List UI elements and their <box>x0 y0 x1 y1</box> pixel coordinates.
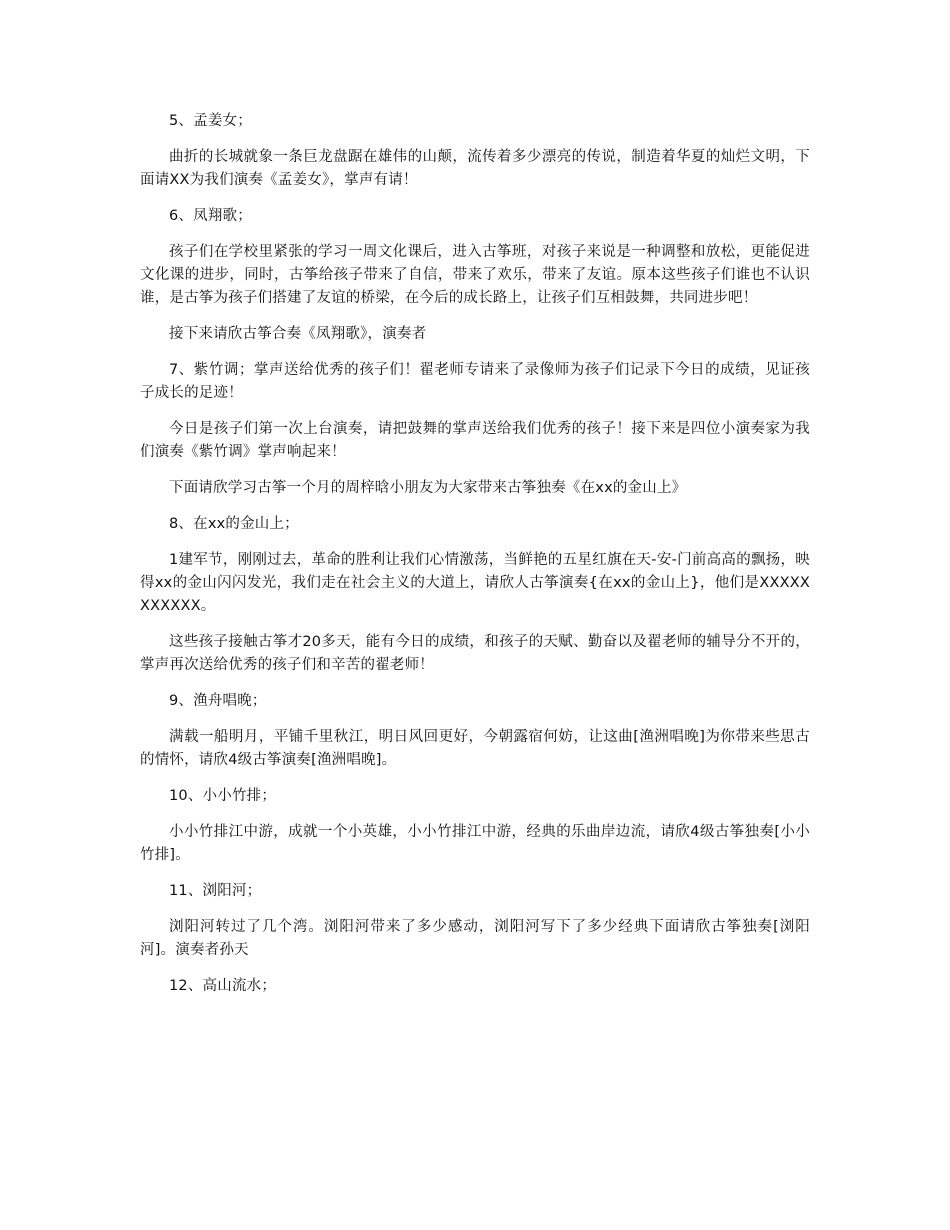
paragraph: 下面请欣学习古筝一个月的周梓晗小朋友为大家带来古筝独奏《在xx的金山上》 <box>169 480 687 496</box>
heading-item-7: 7、紫竹调；掌声送给优秀的孩子们！翟老师专请来了录像师为孩子们记录下今日的成绩，见证孩子成长的足迹！ <box>140 362 810 401</box>
heading-item-5: 5、孟姜女； <box>169 113 252 129</box>
heading-item-11: 11、浏阳河； <box>169 883 262 899</box>
heading-item-10: 10、小小竹排； <box>169 788 277 804</box>
paragraph: 满载一船明月，平铺千里秋江，明日风回更好，今朝露宿何妨，让这曲[渔洲唱晚]为你带来些思古的情怀，请欣4级古筝演奏[渔洲唱晚]。 <box>140 729 810 768</box>
paragraph: 曲折的长城就象一条巨龙盘踞在雄伟的山颠，流传着多少漂亮的传说，制造着华夏的灿烂文明，下面请XX为我们演奏《孟姜女》，掌声有请！ <box>140 149 810 188</box>
heading-item-9: 9、渔舟唱晚； <box>169 693 267 709</box>
paragraph: 小小竹排江中游，成就一个小英雄，小小竹排江中游，经典的乐曲岸边流，请欣4级古筝独奏[小小竹排]。 <box>140 824 810 863</box>
paragraph: 今日是孩子们第一次上台演奏，请把鼓舞的掌声送给我们优秀的孩子！接下来是四位小演奏家为我们演奏《紫竹调》掌声响起来！ <box>140 421 810 460</box>
paragraph: 接下来请欣古筝合奏《凤翔歌》，演奏者 <box>169 326 427 342</box>
paragraph: 1建军节，刚刚过去，革命的胜利让我们心情激荡，当鲜艳的五星红旗在天-安-门前高高的飘扬，映得xx的金山闪闪发光，我们走在社会主义的大道上，请欣人古筝演奏{在xx的金山上}，他们是XXXXXXXXXXX。 <box>140 552 810 614</box>
paragraph: 孩子们在学校里紧张的学习一周文化课后，进入古筝班，对孩子来说是一种调整和放松，更能促进文化课的进步，同时，古筝给孩子带来了自信，带来了欢乐，带来了友谊。原本这些孩子们谁也不认识谁，是古筝为孩子们搭建了友谊的桥梁，在今后的成长路上，让孩子们互相鼓舞，共同进步吧！ <box>140 244 810 306</box>
paragraph: 这些孩子接触古筝才20多天，能有今日的成绩，和孩子的天赋、勤奋以及翟老师的辅导分不开的，掌声再次送给优秀的孩子们和辛苦的翟老师！ <box>140 634 810 673</box>
heading-item-8: 8、在xx的金山上； <box>169 516 299 532</box>
heading-item-6: 6、凤翔歌； <box>169 208 252 224</box>
document-body <box>140 110 810 1011</box>
heading-item-12: 12、高山流水； <box>169 978 277 994</box>
paragraph: 浏阳河转过了几个湾。浏阳河带来了多少感动，浏阳河写下了多少经典下面请欣古筝独奏[浏阳河]。演奏者孙天 <box>140 919 810 958</box>
